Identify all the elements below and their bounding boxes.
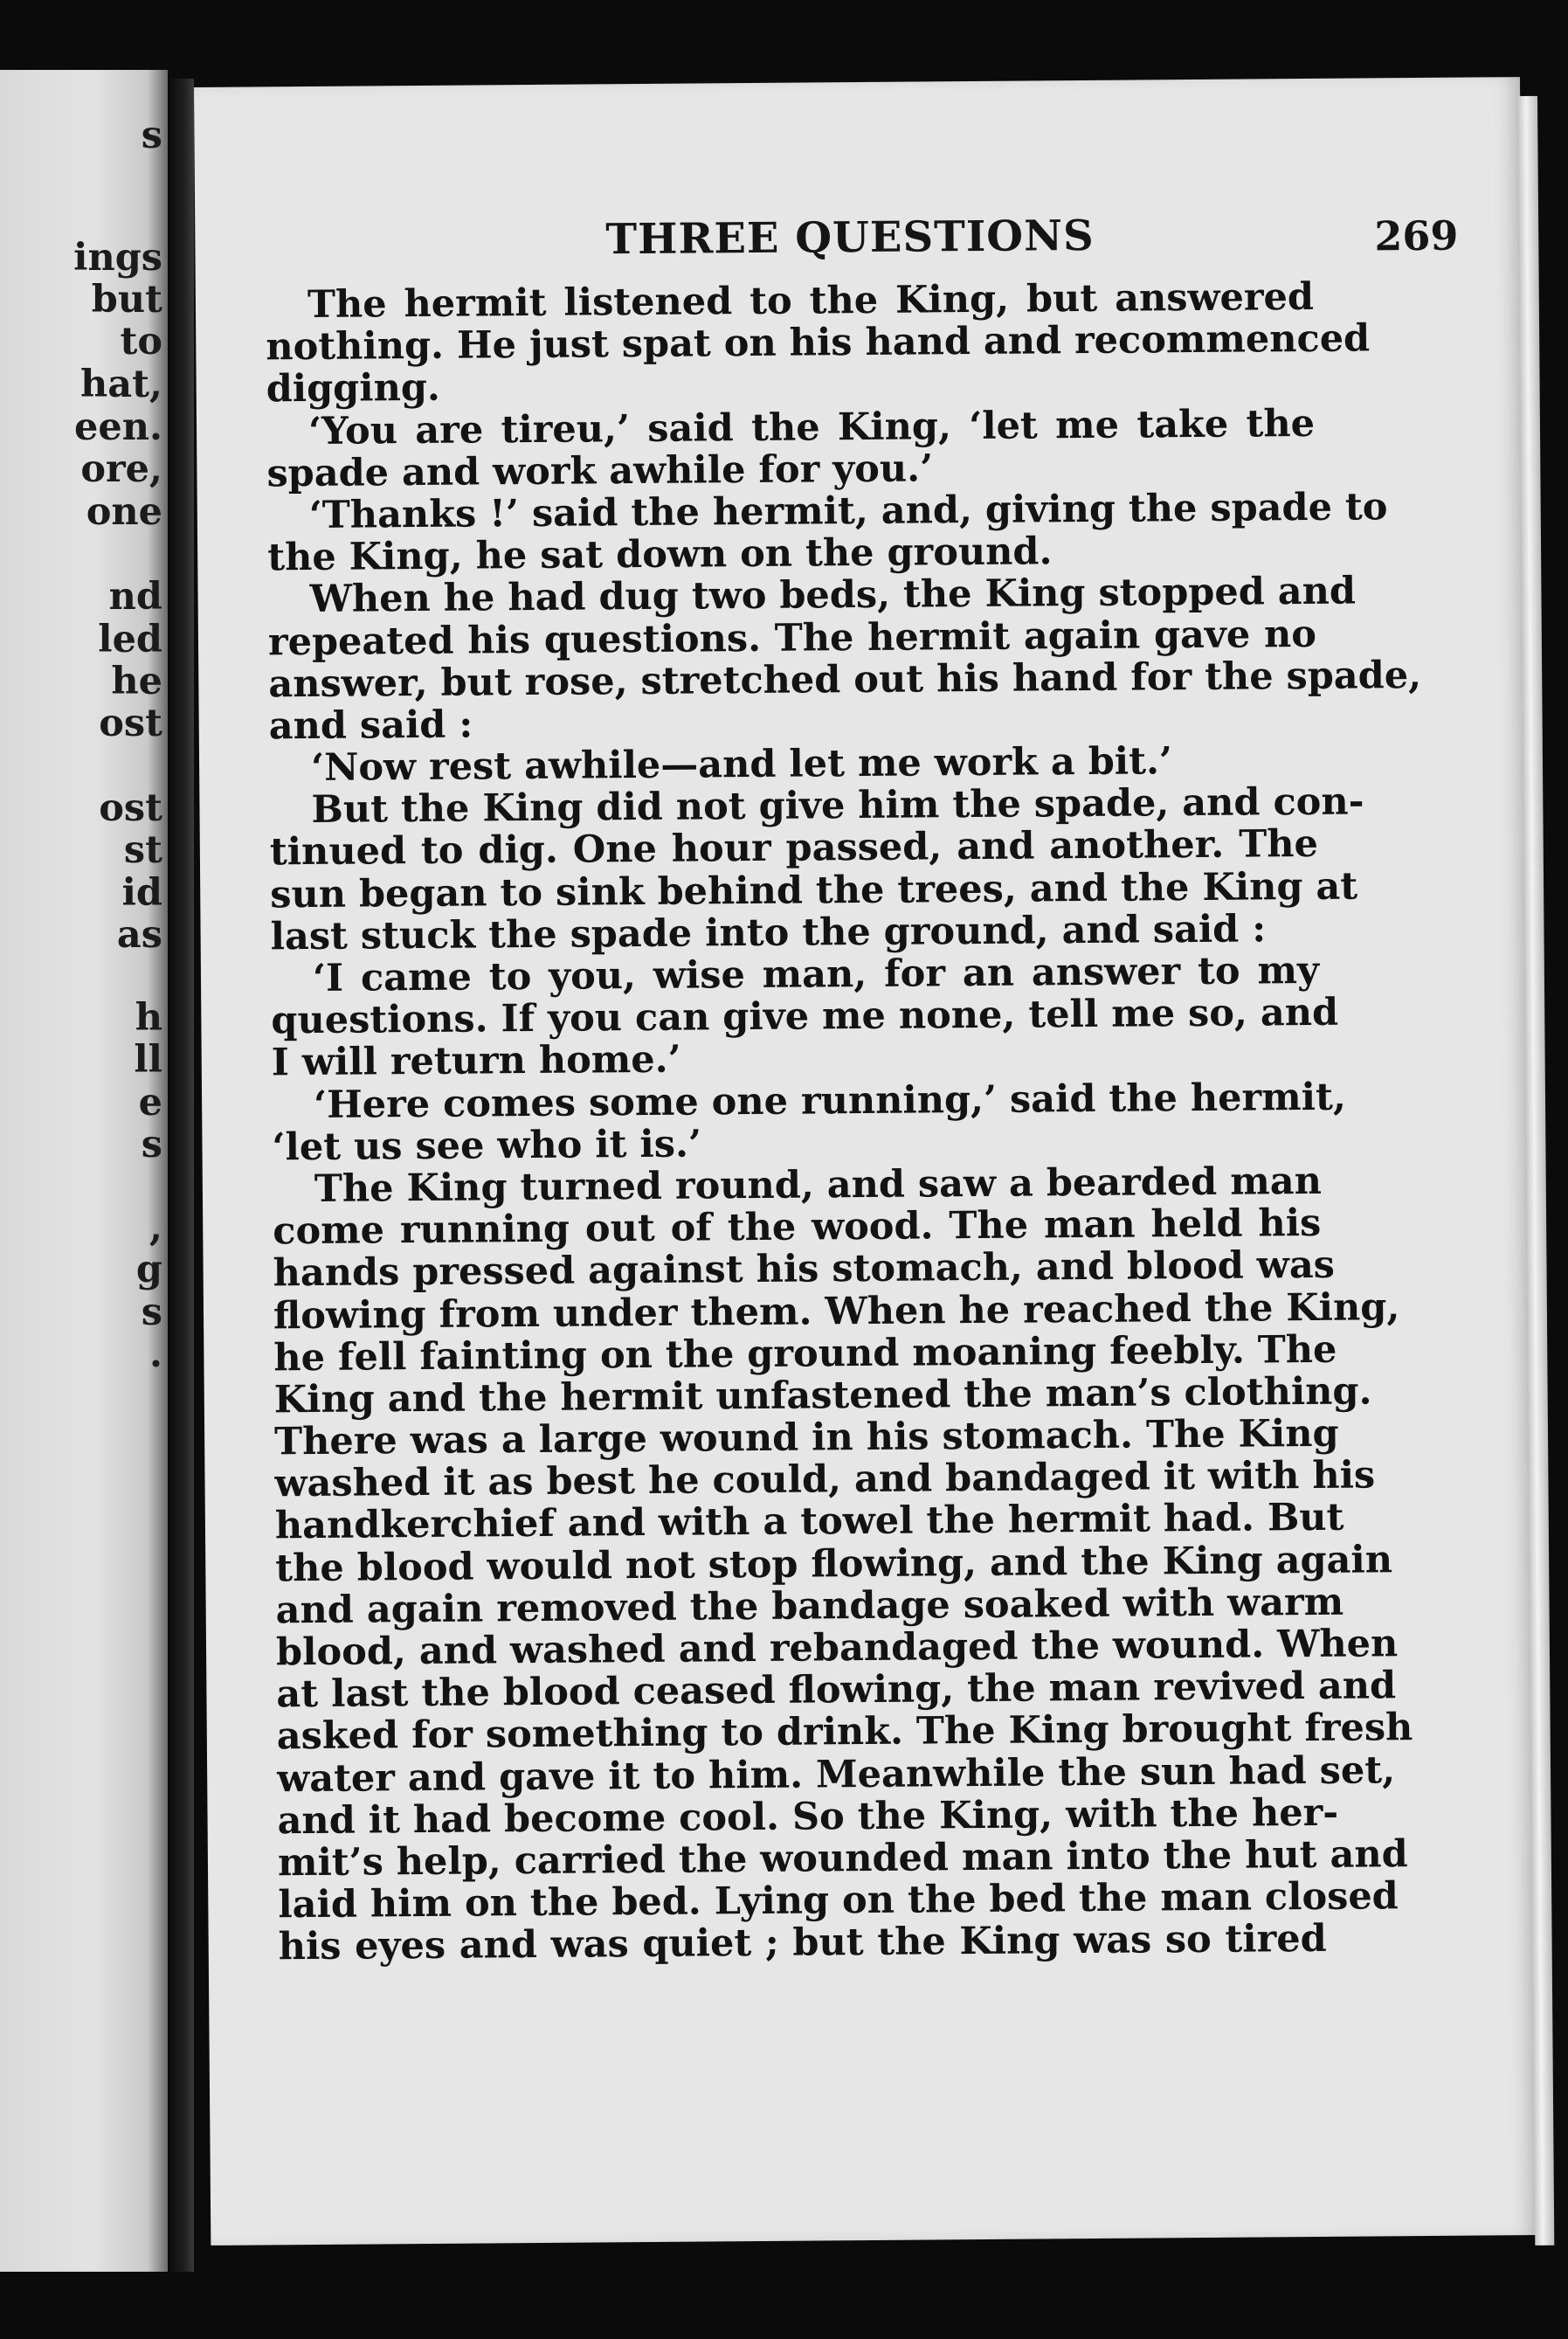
text-line: handkerchief and with a towel the hermit had. But [274,1496,1344,1548]
text-line: water and gave it to him. Meanwhile the sun had set, [277,1747,1396,1801]
text-line: repeated his questions. The hermit again gave no [267,612,1317,664]
text-line: asked for something to drink. The King brought fresh [276,1706,1413,1759]
text-line: and it had become cool. So the King, with the her- [277,1790,1339,1844]
text-line: I will return home.’ [271,1038,681,1085]
text-line: nothing. He just spat on his hand and recommenced [266,316,1371,370]
text-line: sun began to sink behind the trees, and the King at [270,864,1358,917]
left-page-text: ost [99,786,162,830]
left-page-text: . [149,1332,162,1376]
left-page-text: as [116,913,162,957]
left-page-text: he [111,660,162,703]
left-page-text: ll [134,1038,162,1082]
left-page-text: nd [108,575,162,619]
page-header [282,208,1523,279]
text-line: at last the blood ceased flowing, the man revived and [276,1664,1397,1717]
text-line: spade and work awhile for you.’ [266,446,934,496]
book-gutter [168,79,194,2272]
left-page-text: one [86,490,162,534]
body-text [266,274,1422,1969]
left-page-text: ore, [80,447,162,491]
text-line: There was a large wound in his stomach. The King [273,1411,1339,1464]
text-line: flowing from under them. When he reached the King, [273,1284,1400,1338]
text-line: answer, but rose, stretched out his hand for the spade, [268,653,1422,707]
left-page-text: een. [74,405,162,449]
text-line: come running out of the wood. The man held his [273,1201,1322,1254]
text-line: ‘Thanks !’ said the hermit, and, giving the spade to [308,485,1388,537]
right-page [194,77,1537,2246]
text-line: But the King did not give him the spade, and con- [311,779,1364,833]
left-page-text: ings [73,236,162,280]
left-page-text: s [141,1291,162,1334]
text-line: mit’s help, carried the wounded man into the hut and [277,1832,1408,1886]
text-line: The King turned round, and saw a bearded man [314,1159,1323,1211]
left-page-text: id [121,871,162,915]
text-line: ‘Now rest awhile—and let me work a bit.’ [310,739,1173,791]
text-line: ‘Here comes some one running,’ said the hermit, [313,1075,1346,1127]
left-page-text: ost [99,702,162,745]
left-page-text: , [149,1206,162,1249]
text-line: ‘I came to you, wise man, for an answer to my [312,948,1320,1000]
page-number: 269 [1374,211,1459,260]
text-line: digging. [266,366,441,412]
text-line: ‘You are tireu,’ said the King, ‘let me take the [307,401,1316,453]
left-page-text: led [98,618,162,661]
text-line: ‘let us see who it is.’ [272,1122,702,1170]
text-line: The hermit listened to the King, but answered [307,274,1315,327]
text-line: questions. If you can give me none, tell me so, and [271,990,1339,1043]
left-page-fragment [0,70,168,2272]
text-line: laid him on the bed. Lying on the bed the man closed [278,1874,1399,1927]
text-line: the King, he sat down on the ground. [267,529,1053,580]
text-line: King and the hermit unfastened the man’s clothing. [273,1369,1372,1422]
text-line: last stuck the spade into the ground, and said : [270,907,1267,959]
text-line: blood, and washed and rebandaged the wound. When [275,1622,1399,1675]
text-line: the blood would not stop flowing, and the King again [275,1537,1393,1590]
text-line: washed it as best he could, and bandaged it with his [274,1453,1376,1506]
left-page-text: h [135,996,162,1040]
text-line: hands pressed against his stomach, and blood was [273,1243,1336,1296]
left-page-text: s [141,1123,162,1166]
left-page-text: s [141,114,162,157]
left-page-text: to [120,320,162,363]
text-line: and again removed the bandage soaked with warm [275,1580,1344,1633]
left-page-text: but [91,278,162,322]
text-line: tinued to dig. One hour passed, and another. The [269,822,1319,875]
left-page-text: e [138,1081,162,1125]
left-page-text: st [123,828,162,872]
running-head: THREE QUESTIONS [605,211,1095,265]
text-line: he fell fainting on the ground moaning feebly. The [273,1327,1337,1381]
left-page-text: g [135,1248,162,1291]
text-line: and said : [268,702,473,749]
text-line: his eyes and was quiet ; but the King was so tired [278,1917,1327,1969]
text-line: When he had dug two beds, the King stopped and [309,569,1357,622]
left-page-text: hat, [80,363,162,406]
